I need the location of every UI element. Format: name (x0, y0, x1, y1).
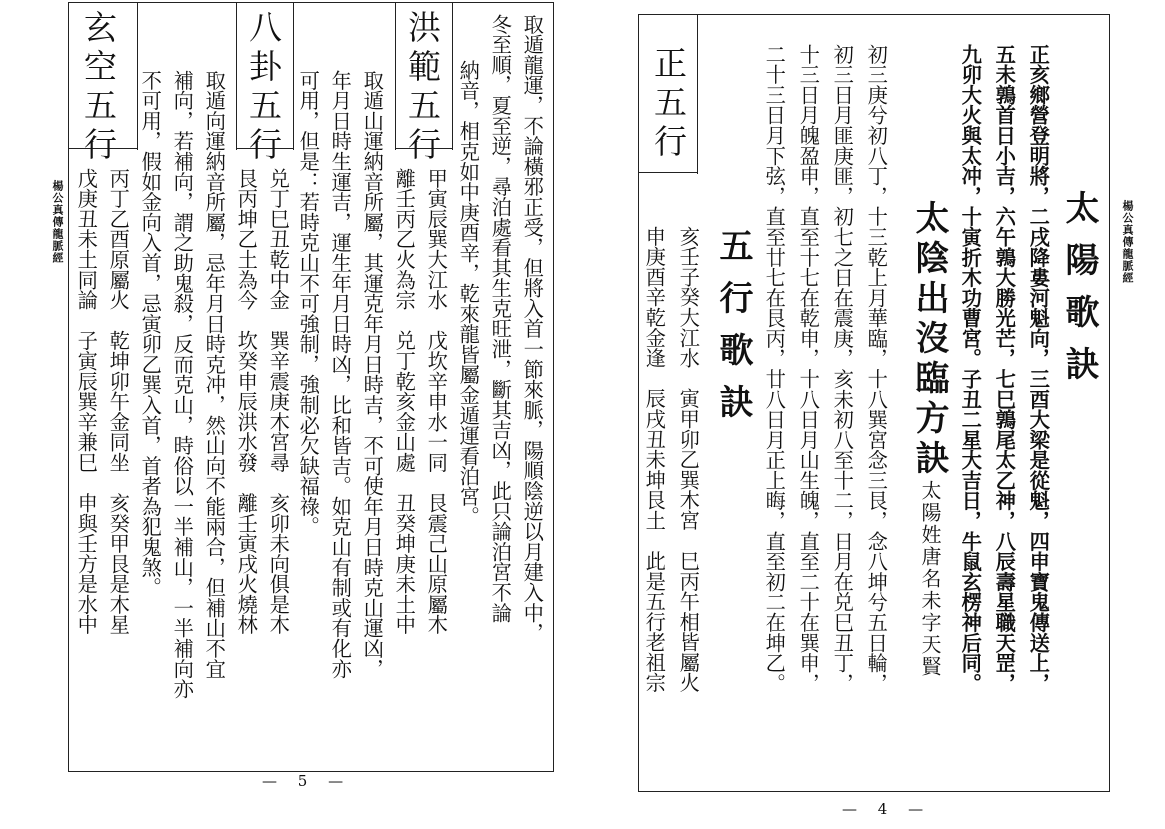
section-title-xuankong: 玄空五行 (79, 10, 118, 166)
text-line: 取遁向運納音所屬，忌年月日時克冲，然山向不能兩合，但補山不宜 (202, 70, 227, 679)
song-subtitle-taiyin: 太陽姓唐名未字天賢 (918, 480, 942, 678)
text-line: 不可用，假如金向入首，忌寅卯乙巽入首，首者為犯鬼煞。 (138, 70, 163, 598)
right-page (580, 0, 1165, 829)
page-number-right: — 4 — (842, 800, 932, 818)
text-line: 九卯大火與太冲，十寅折木功曹宮。子丑二星大吉日，牛鼠玄楞神后同。 (958, 44, 983, 694)
page-number-left: — 5 — (262, 772, 352, 790)
text-line: 離壬丙乙火為宗 兑丁乾亥金山處 丑癸坤庚未土中 (392, 168, 417, 635)
section-title-zheng: 正五行 (649, 46, 688, 163)
text-line: 可用，但是：若時克山不可強制，強制必欠缺福祿。 (296, 70, 321, 537)
text-line: 年月日時生運吉，運生年月日時凶，比和皆吉。如克山有制或有化亦 (328, 70, 353, 679)
running-head-left: 楊公真傳龍脈經 (51, 180, 64, 264)
running-head-right: 楊公真傳龍脈經 (1121, 200, 1134, 284)
text-line: 甲寅辰巽大江水 戊坎辛申水一同 艮震己山原屬木 (424, 168, 449, 635)
text-line: 丙丁乙酉原屬火 乾坤卯午金同坐 亥癸甲艮是木星 (106, 168, 131, 635)
text-line: 十三日月魄盈申，直至十七在乾申，十八日月山生魄，直至二十在巽申， (796, 44, 821, 694)
text-line: 初三庚兮初八丁，十三乾上月華臨，十八巽宮念三艮，念八坤兮五日輪， (864, 44, 889, 694)
text-line: 亥壬子癸大江水 寅甲卯乙巽木宮 巳丙午相皆屬火 (676, 226, 701, 693)
left-page (0, 0, 580, 829)
text-line: 取遁龍運，不論橫邪正受，但將入首一節來脈，陽順陰逆以月建入中， (520, 14, 545, 643)
text-line: 戊庚丑未土同論 子寅辰巽辛兼巳 申與壬方是水中 (74, 168, 99, 635)
text-line: 五未鶉首日小吉，六午鶉大勝光芒，七巳鶉尾太乙神，八辰壽星職天罡， (992, 44, 1017, 694)
text-line: 二十三日月下弦，直至廿七在艮丙，廿八日月正上晦，直至初二在坤乙。 (762, 44, 787, 694)
text-line: 納音，相克如中庚酉辛，乾來龍皆屬金遁運看泊宮。 (456, 60, 481, 527)
section-title-hongfan: 洪範五行 (403, 10, 442, 166)
text-line: 艮丙坤乙土為今 坎癸申辰洪水發 離壬寅戌火燒林 (234, 168, 259, 635)
song-title-taiyin: 太陰出沒臨方訣 (909, 200, 949, 480)
text-line: 初三日月匪庚匪，初七之日在震庚，亥未初八至十二，日月在兑巳丑丁， (830, 44, 855, 694)
text-line: 兑丁巳丑乾中金 巽辛震庚木宮尋 亥卯未向俱是木 (266, 168, 291, 635)
song-title-taiyang: 太陽歌訣 (1059, 190, 1099, 398)
text-line: 補向，若補向，謂之助鬼殺，反而克山，時俗以一半補山，一半補向亦 (170, 70, 195, 699)
text-line: 正亥鄉營登明將，二戌降婁河魁向，三酉大梁是從魁，四申寶鬼傳送上， (1026, 44, 1051, 694)
text-line: 申庚酉辛乾金逢 辰戌丑未坤艮土 此是五行老祖宗 (642, 226, 667, 693)
text-line: 冬至順，夏至逆，尋泊處看其生克旺泄，斷其吉凶，此只論泊宮不論 (488, 14, 513, 623)
text-line: 取遁山運納音所屬，其運克年月日時吉，不可使年月日時克山運凶， (360, 70, 385, 679)
song-title-wuxing: 五行歌訣 (713, 228, 753, 436)
section-title-bagua: 八卦五行 (244, 10, 283, 166)
